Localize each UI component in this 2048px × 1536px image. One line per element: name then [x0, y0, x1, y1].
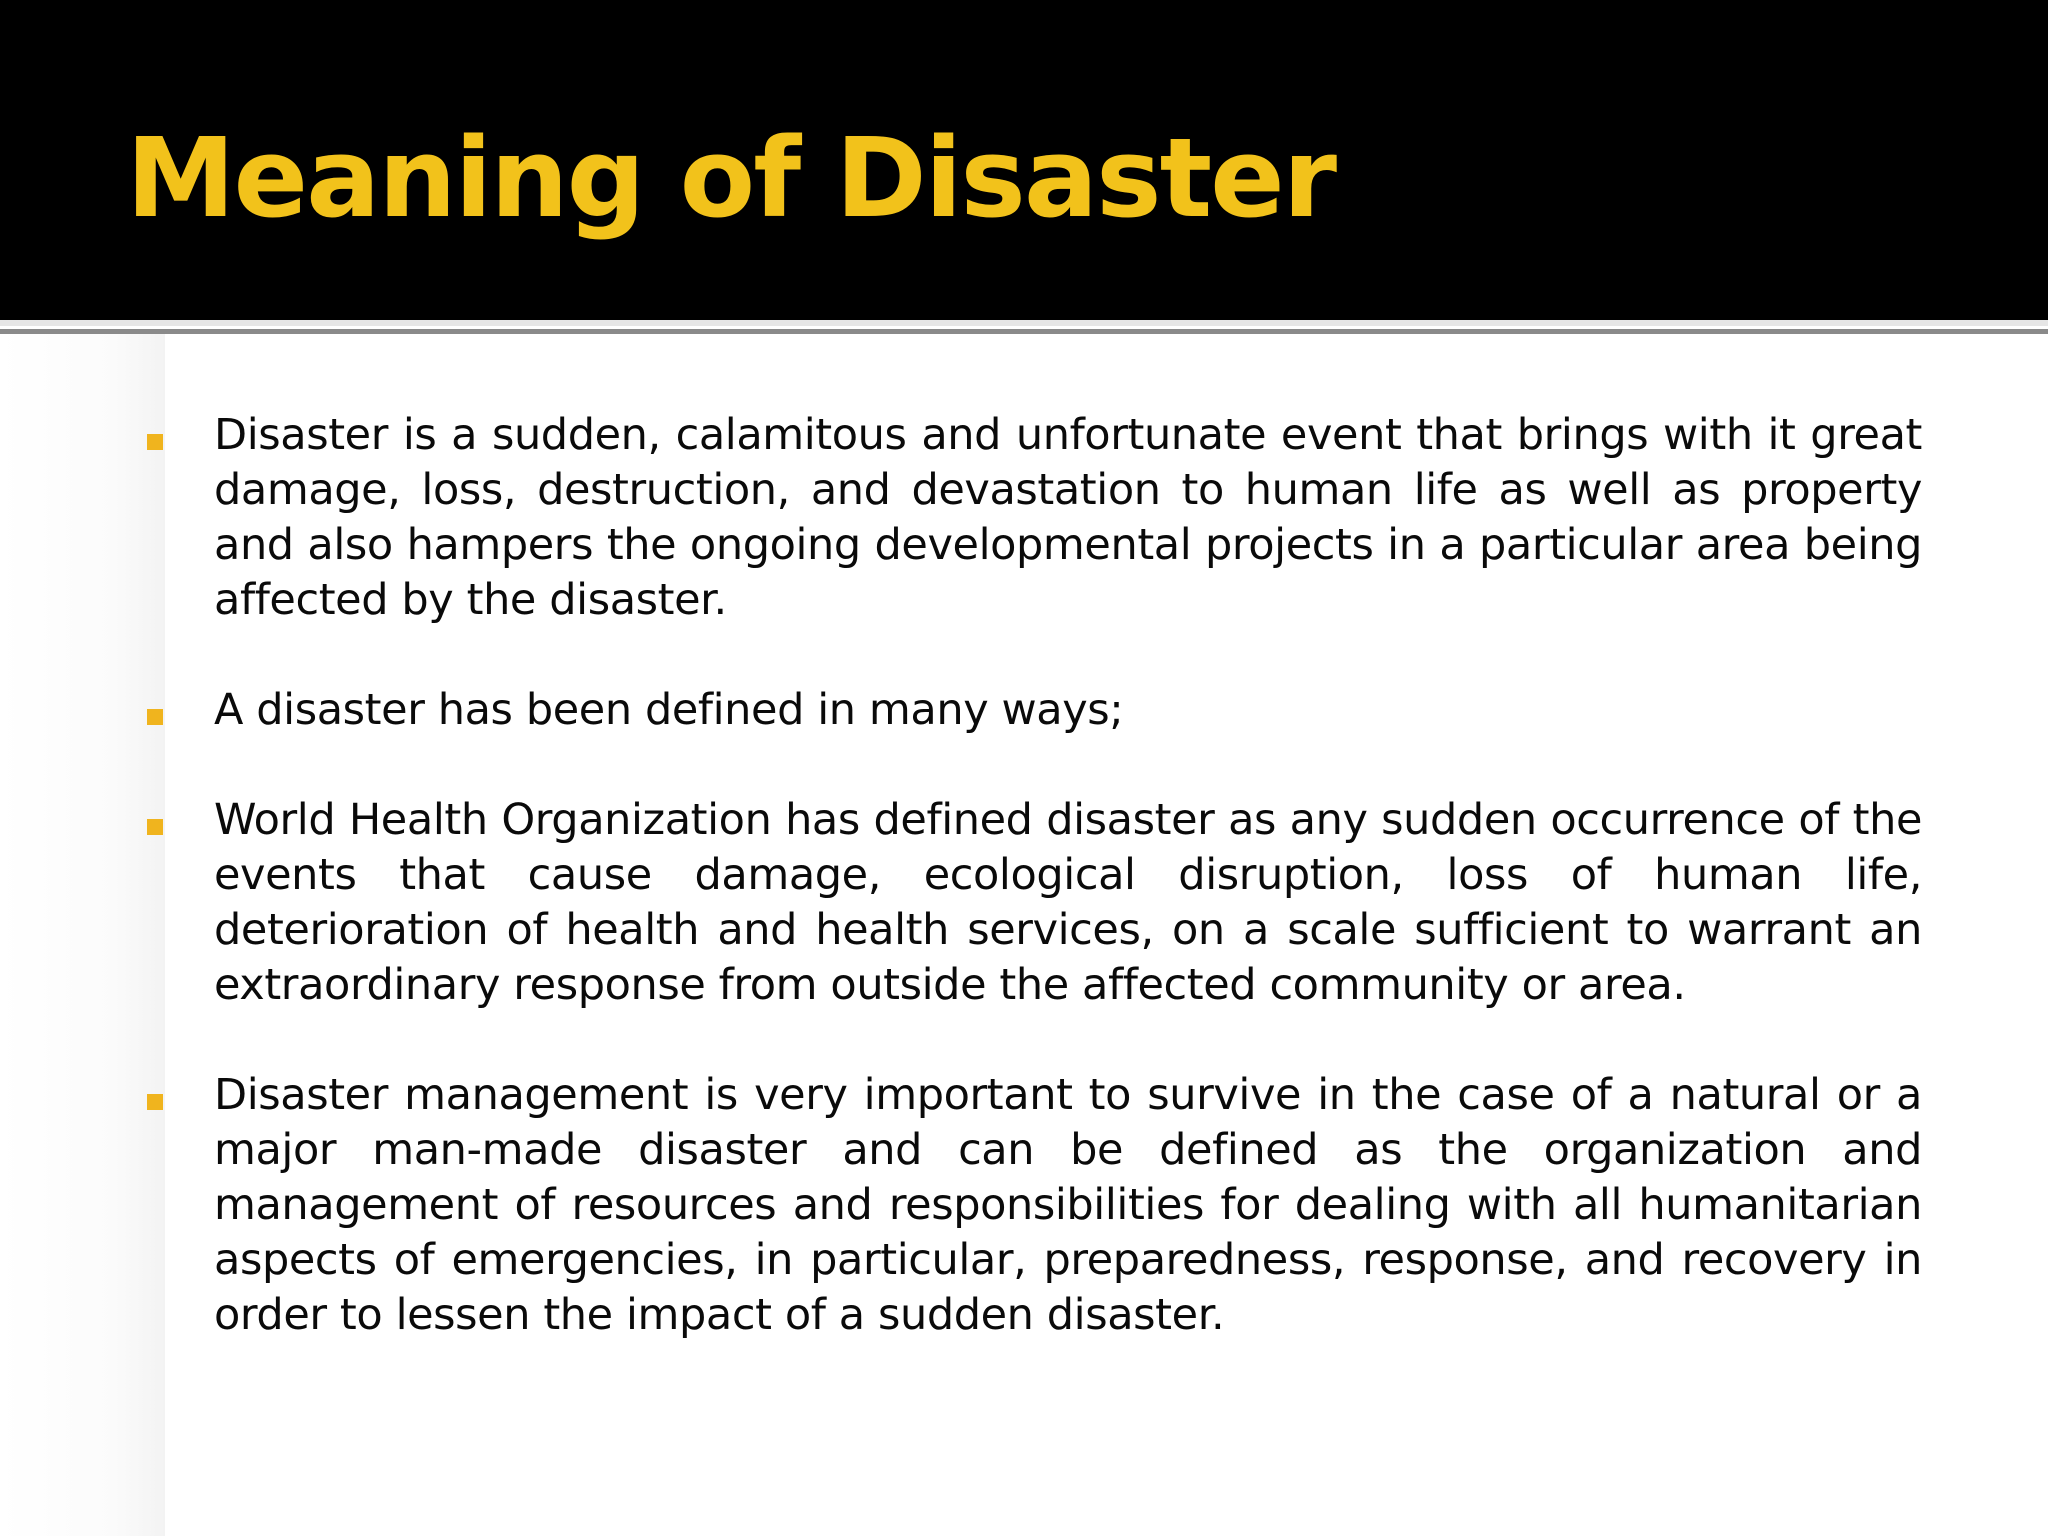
square-bullet-icon — [147, 1094, 163, 1110]
title-divider-dark — [0, 329, 2048, 334]
title-band — [0, 0, 2048, 320]
bullet-text: Disaster management is very important to survive in the case of a natural or a major man-made disaster and can be defined as the organization and management of resources and responsibilities for dealing with all humanitarian aspects of emergencies, in particular, preparedness, response, and recovery in order to lessen the impact of a sudden disaster. — [214, 1070, 1922, 1340]
bullet-item-disaster-management — [0, 1068, 2048, 1343]
bullet-text: World Health Organization has defined disaster as any sudden occurrence of the events that cause damage, ecological disruption, loss of human life, deterioration of health and health services, on a scale sufficient to warrant an extraordinary response from outside the affected community or area. — [214, 795, 1922, 1010]
bullet-text: Disaster is a sudden, calamitous and unfortunate event that brings with it great damage, loss, destruction, and devastation to human life as well as property and also hampers the ongoing developmental projects in a particular area being affected by the disaster. — [214, 410, 1922, 625]
square-bullet-icon — [147, 434, 163, 450]
square-bullet-icon — [147, 709, 163, 725]
bullet-item-disaster-definition — [0, 408, 2048, 628]
square-bullet-icon — [147, 819, 163, 835]
bullet-text: A disaster has been defined in many ways; — [214, 685, 1124, 735]
bullet-item-many-ways — [0, 683, 2048, 738]
slide-title: Meaning of Disaster — [126, 114, 1336, 242]
bullet-list — [0, 408, 2048, 1398]
title-divider-light — [0, 320, 2048, 326]
bullet-item-who-definition — [0, 793, 2048, 1013]
